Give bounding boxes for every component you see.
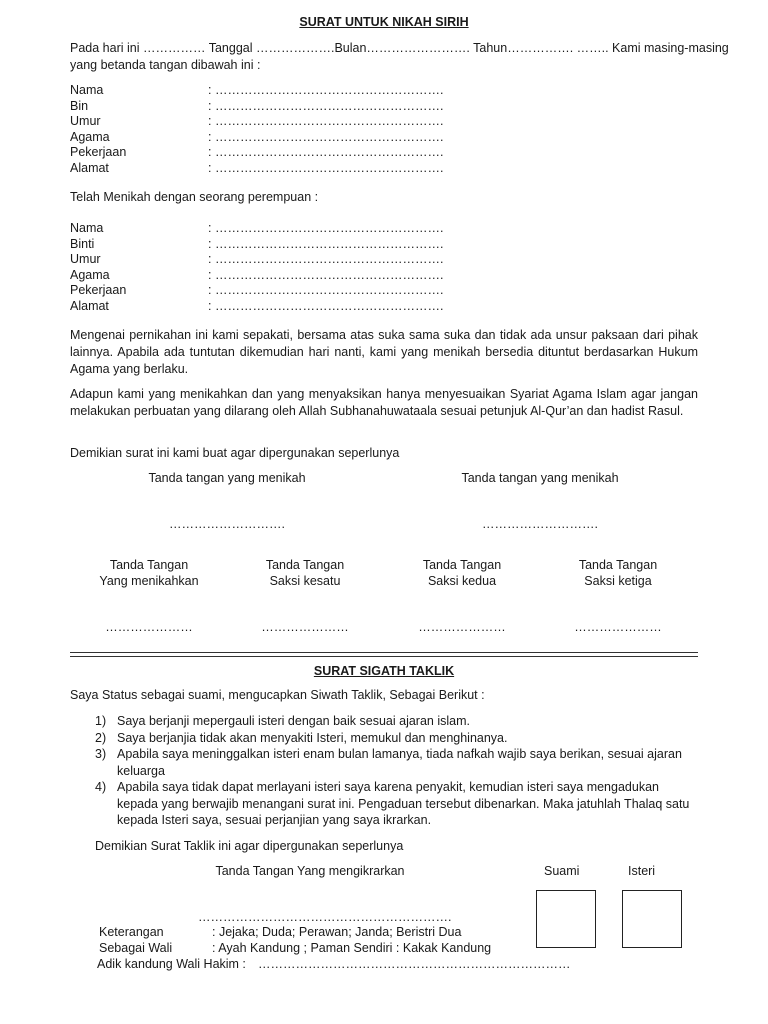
- list-item: [95, 730, 698, 747]
- intro-line-2: yang betanda tangan dibawah ini :: [70, 58, 261, 72]
- field-value[interactable]: : ……………………………………………….: [208, 221, 444, 235]
- list-item: [95, 779, 698, 829]
- witness-1-signature-line[interactable]: …………………: [105, 620, 193, 634]
- adik-wali-label: Adik kandung Wali Hakim :: [97, 957, 246, 971]
- field-value[interactable]: : ……………………………………………….: [208, 252, 444, 266]
- field-value[interactable]: : ……………………………………………….: [208, 160, 444, 175]
- field-label: Agama: [70, 267, 110, 282]
- section-divider-top: [70, 652, 698, 653]
- field-value[interactable]: : ……………………………………………….: [208, 267, 444, 282]
- witness-4-label-2: Saksi ketiga: [584, 574, 652, 588]
- keterangan-value: : Jejaka; Duda; Perawan; Janda; Beristri Dua: [212, 925, 462, 939]
- field-label: Alamat: [70, 160, 109, 175]
- keterangan-label: Keterangan: [99, 925, 164, 939]
- sign-label-right: Tanda tangan yang menikah: [461, 471, 619, 485]
- section-divider-bottom: [70, 656, 698, 657]
- list-item-number: 2): [95, 730, 107, 745]
- field-label: Alamat: [70, 298, 109, 313]
- wali-value: : Ayah Kandung ; Paman Sendiri : Kakak Kandung: [212, 941, 492, 955]
- witness-2-label-1: Tanda Tangan: [265, 558, 345, 572]
- taklik-sign-label: Tanda Tangan Yang mengikrarkan: [215, 864, 405, 878]
- list-item: [95, 746, 698, 779]
- taklik-closing: Demikian Surat Taklik ini agar dipergunakan seperlunya: [95, 839, 404, 853]
- field-value[interactable]: : ……………………………………………….: [208, 83, 444, 97]
- page-title: SURAT UNTUK NIKAH SIRIH: [299, 15, 469, 29]
- witness-2-signature-line[interactable]: …………………: [261, 620, 349, 634]
- closing-text: Demikian surat ini kami buat agar dipergunakan seperlunya: [70, 446, 400, 460]
- field-value[interactable]: : ……………………………………………….: [208, 114, 444, 128]
- witness-2-label-2: Saksi kesatu: [269, 574, 341, 588]
- field-value[interactable]: : ……………………………………………….: [208, 98, 444, 113]
- field-label: Pekerjaan: [70, 145, 127, 159]
- wali-label: Sebagai Wali: [99, 941, 173, 955]
- field-value[interactable]: : ……………………………………………….: [208, 129, 444, 144]
- field-label: Binti: [70, 236, 95, 251]
- taklik-intro: Saya Status sebagai suami, mengucapkan Siwath Taklik, Sebagai Berikut :: [70, 688, 485, 702]
- taklik-signature-line[interactable]: …………………………………………………….: [198, 910, 452, 924]
- signature-line-left[interactable]: ……………………….: [169, 517, 285, 531]
- field-label: Pekerjaan: [70, 283, 127, 297]
- intro-line-1: Pada hari ini …………… Tanggal ……………….Bulan……………………. Tahun……………. …….. Kami masing-masing: [70, 41, 729, 55]
- adik-wali-value[interactable]: …………………………………………………………………: [258, 957, 571, 971]
- field-value[interactable]: : ……………………………………………….: [208, 298, 444, 313]
- list-item-number: 3): [95, 747, 107, 761]
- box-label-isteri: Isteri: [628, 864, 656, 878]
- witness-4-signature-line[interactable]: …………………: [574, 620, 662, 634]
- field-label: Bin: [70, 98, 89, 113]
- sign-label-left: Tanda tangan yang menikah: [148, 471, 306, 485]
- field-label: Umur: [70, 114, 101, 128]
- list-item-text: Saya berjanji mepergauli isteri dengan baik sesuai ajaran islam.: [117, 714, 470, 728]
- witness-3-label-2: Saksi kedua: [427, 574, 497, 588]
- taklik-list: [95, 713, 698, 829]
- witness-3-signature-line[interactable]: …………………: [418, 620, 506, 634]
- field-value[interactable]: : ……………………………………………….: [208, 283, 444, 297]
- list-item-text: Saya berjanjia tidak akan menyakiti Isteri, memukul dan menghinanya.: [117, 730, 508, 745]
- signature-line-right[interactable]: ……………………….: [482, 517, 598, 531]
- married-to-text: Telah Menikah dengan seorang perempuan :: [70, 190, 319, 204]
- field-label: Nama: [70, 221, 104, 235]
- taklik-title: SURAT SIGATH TAKLIK: [313, 664, 455, 678]
- isteri-signature-box[interactable]: [622, 890, 682, 948]
- suami-signature-box[interactable]: [536, 890, 596, 948]
- list-item-text: Apabila saya tidak dapat merlayani isteri saya karena penyakit, kemudian isteri saya mengadukan kepada yang berwajib menangani surat ini. Pengaduan tersebut dibenarkan. Maka jatuhlah Thalaq satu kepada Isteri saya, sesuai perjanjian yang saya ikrarkan.: [117, 780, 690, 827]
- list-item-number: 4): [95, 780, 107, 794]
- agreement-paragraph: Mengenai pernikahan ini kami sepakati, bersama atas suka sama suka dan tidak ada unsur paksaan dari pihak lainnya. Apabila ada tuntutan dikemudian hari nanti, kami yang menikah bersedia dituntut berdasarkan Hukum Agama yang berlaku.: [70, 328, 698, 376]
- witness-4-label-1: Tanda Tangan: [578, 558, 658, 572]
- witness-1-label-1: Tanda Tangan: [109, 558, 189, 572]
- box-label-suami: Suami: [544, 864, 580, 878]
- list-item-text: Apabila saya meninggalkan isteri enam bulan lamanya, tiada nafkah wajib saya berikan, sesuai ajaran keluarga: [117, 747, 682, 778]
- sharia-paragraph: Adapun kami yang menikahkan dan yang menyaksikan hanya menyesuaikan Syariat Agama Islam agar jangan melakukan perbuatan yang dilarang oleh Allah Subhanahuwataala sesuai petunjuk Al-Qur’an dan hadist Rasul.: [70, 387, 698, 418]
- field-label: Umur: [70, 252, 101, 266]
- field-value[interactable]: : ……………………………………………….: [208, 145, 444, 159]
- witness-3-label-1: Tanda Tangan: [422, 558, 502, 572]
- list-item-number: 1): [95, 714, 107, 728]
- witness-1-label-2: Yang menikahkan: [99, 574, 199, 588]
- list-item: [95, 713, 698, 730]
- field-label: Nama: [70, 83, 104, 97]
- field-value[interactable]: : ……………………………………………….: [208, 236, 444, 251]
- field-label: Agama: [70, 129, 110, 144]
